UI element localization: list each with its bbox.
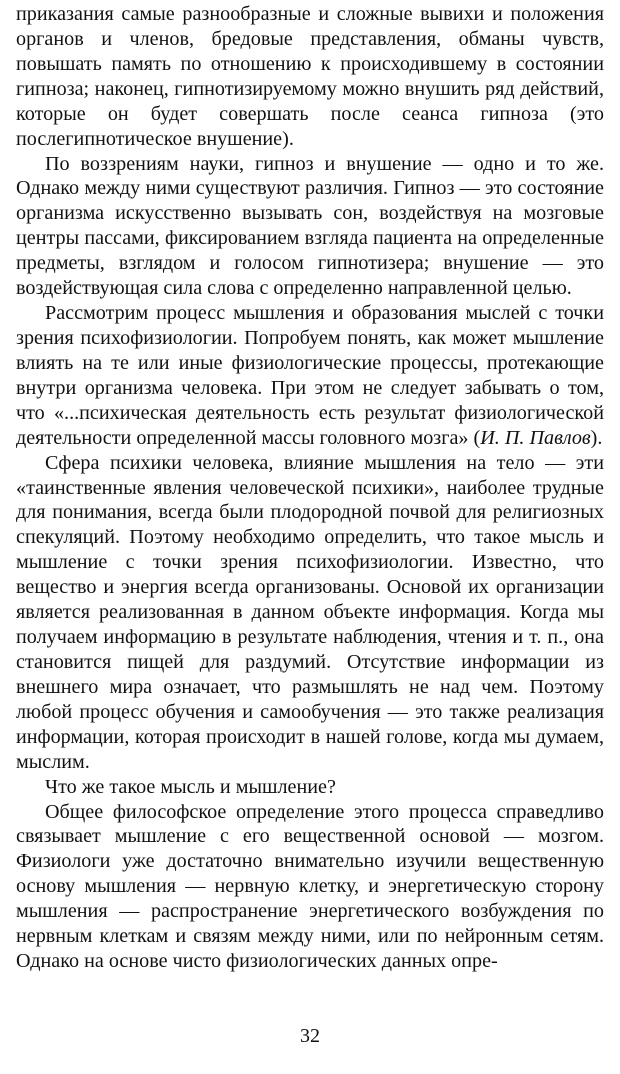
paragraph-4: Сфера психики человека, влияние мышления на тело — эти «таинственные явления человеческой психики», наиболее трудные для понимания, всегда были плодородной почвой для религиозных спекуляций. Поэтому необходимо определить, что такое мысль и мышление с точки зрения психофизиологии. Известно, что вещество и энергия всегда организованы. Основой их организации является реализованная в данном объекте информация. Когда мы получаем информацию в результате наблюдения, чтения и т. п., она становится пищей для раздумий. Отсутствие информации из внешнего мира означает, что размышлять не над чем. Поэтому любой процесс обучения и самообучения — это также реализация информации, которая происходит в нашей голове, когда мы думаем, мыслим. xyxy=(16,451,604,773)
page-number: 32 xyxy=(300,1025,320,1047)
paragraph-5: Что же такое мысль и мышление? xyxy=(45,775,336,798)
paragraph-2: По воззрениям науки, гипноз и внушение — одно и то же. Однако между ними существуют различия. Гипноз — это состояние организма искусственно вызывать сон, воздействуя на мозговые центры пассами, фиксированием взгляда пациента на определенные предметы, взглядом и голосом гипнотизера; внушение — это воздействующая сила слова с определенно направленной целью. xyxy=(16,152,604,300)
paragraph-1: приказания самые разнообразные и сложные вывихи и положения органов и членов, бредовые представления, обманы чувств, повышать память по отношению к происходившему в состоянии гипноза; наконец, гипнотизируемому можно внушить ряд действий, которые он будет совершать после сеанса гипноза (это послегипнотическое внушение). xyxy=(16,3,604,150)
paragraph-3-text: Рассмотрим процесс мышления и образования мыслей с точки зрения психофизиологии. Попробуем понять, как может мышление влиять на те или иные физиологические процессы, протекающие внутри организма человека. При этом не следует забывать о том, что «...психическая деятельность есть результат физиологической деятельности определенной массы головного мозга» ( xyxy=(16,302,604,449)
paragraph-3 xyxy=(16,301,604,451)
body-text xyxy=(16,2,604,974)
paragraph-3-tail: ). xyxy=(590,426,603,449)
paragraph-6: Общее философское определение этого процесса справедливо связывает мышление с его вещественной основой — мозгом. Физиологи уже достаточно внимательно изучили вещественную основу мышления — нервную клетку, и энергетическую сторону мышления — распространение энергетического возбуждения по нервным клеткам и связям между ними, или по нейронным сетям. Однако на основе чисто физиологических данных опре- xyxy=(16,800,604,973)
citation-author: И. П. Павлов xyxy=(480,426,591,449)
